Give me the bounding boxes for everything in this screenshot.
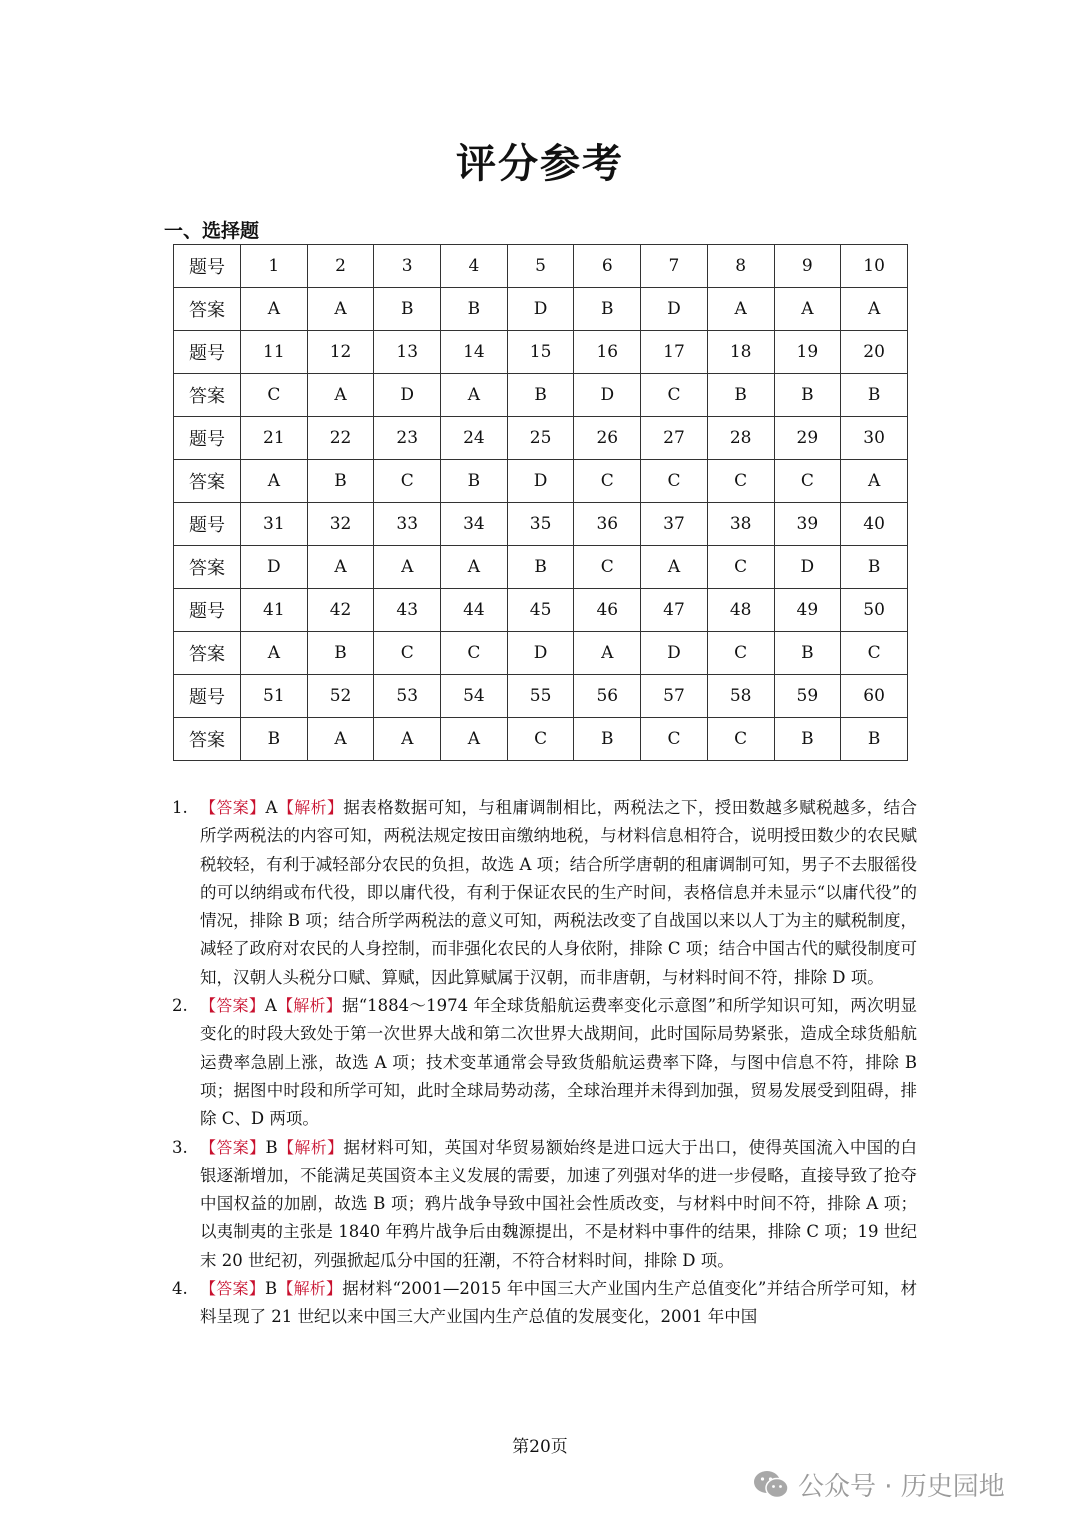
- table-cell: 4: [441, 245, 508, 288]
- table-cell: 12: [307, 331, 374, 374]
- item-number: 1.: [172, 798, 188, 817]
- table-cell: 33: [374, 503, 441, 546]
- row-label: 题号: [174, 675, 241, 718]
- table-cell: 60: [841, 675, 908, 718]
- row-label: 题号: [174, 417, 241, 460]
- row-label: 答案: [174, 718, 241, 761]
- table-cell: A: [374, 546, 441, 589]
- table-cell: B: [507, 546, 574, 589]
- table-cell: 52: [307, 675, 374, 718]
- table-cell: 8: [707, 245, 774, 288]
- table-cell: B: [707, 374, 774, 417]
- table-row: [174, 632, 908, 675]
- table-cell: C: [441, 632, 508, 675]
- table-cell: A: [307, 718, 374, 761]
- table-cell: C: [241, 374, 308, 417]
- table-cell: 19: [774, 331, 841, 374]
- table-cell: 56: [574, 675, 641, 718]
- table-cell: 58: [707, 675, 774, 718]
- row-label: 答案: [174, 546, 241, 589]
- explanation-item: [172, 992, 917, 1133]
- table-cell: B: [374, 288, 441, 331]
- table-cell: 5: [507, 245, 574, 288]
- table-cell: A: [307, 288, 374, 331]
- table-cell: 54: [441, 675, 508, 718]
- table-cell: 23: [374, 417, 441, 460]
- table-cell: B: [774, 632, 841, 675]
- table-row: [174, 245, 908, 288]
- table-cell: D: [641, 288, 708, 331]
- table-cell: C: [507, 718, 574, 761]
- table-row: [174, 503, 908, 546]
- table-cell: C: [641, 460, 708, 503]
- row-label: 答案: [174, 288, 241, 331]
- explanation-text: 据材料可知，英国对华贸易额始终是进口远大于出口，使得英国流入中国的白银逐渐增加，不能满足英国资本主义发展的需要，加速了列强对华的进一步侵略，直接导致了抢夺中国权益的加剧，故选 B 项；鸦片战争导致中国社会性质改变，与材料中时间不符，排除 A 项；以夷制夷的主张是 1840 年鸦片战争后由魏源提出，不是材料中事件的结果，排除 C 项；19 世纪末 20 世纪初，列强掀起瓜分中国的狂潮，不符合材料时间，排除 D 项。: [200, 1137, 917, 1270]
- table-cell: A: [241, 632, 308, 675]
- answer-tag: 【答案】: [200, 1279, 265, 1299]
- table-cell: 32: [307, 503, 374, 546]
- item-number: 3.: [172, 1137, 188, 1157]
- explanation-item: [172, 1275, 917, 1332]
- table-cell: 37: [641, 503, 708, 546]
- analysis-tag: 【解析】: [277, 1137, 344, 1157]
- row-label: 题号: [174, 589, 241, 632]
- table-cell: 21: [241, 417, 308, 460]
- table-cell: B: [774, 374, 841, 417]
- answer-table: [173, 244, 908, 761]
- explanation-text: 据材料“2001—2015 年中国三大产业国内生产总值变化”并结合所学可知，材料呈现了 21 世纪以来中国三大产业国内生产总值的发展变化，2001 年中国: [200, 1279, 917, 1327]
- answer-letter: A: [264, 996, 277, 1016]
- table-cell: 43: [374, 589, 441, 632]
- table-cell: A: [707, 288, 774, 331]
- table-row: [174, 374, 908, 417]
- table-cell: 29: [774, 417, 841, 460]
- table-cell: C: [641, 718, 708, 761]
- table-cell: 47: [641, 589, 708, 632]
- table-cell: 26: [574, 417, 641, 460]
- table-cell: A: [441, 718, 508, 761]
- table-cell: 51: [241, 675, 308, 718]
- answer-tag: 【答案】: [200, 798, 266, 817]
- page-number: 第20页: [512, 1437, 568, 1457]
- row-label: 题号: [174, 503, 241, 546]
- table-cell: 40: [841, 503, 908, 546]
- table-cell: 39: [774, 503, 841, 546]
- item-number: 2.: [172, 996, 188, 1016]
- table-cell: C: [374, 632, 441, 675]
- table-cell: B: [441, 288, 508, 331]
- explanation-text: 据“1884～1974 年全球货船航运费率变化示意图”和所学知识可知，两次明显变化的时段大致处于第一次世界大战和第二次世界大战期间，此时国际局势紧张，造成全球货船航运费率急剧上涨，故选 A 项；技术变革通常会导致货船航运费率下降，与图中信息不符，排除 B 项；据图中时段和所学可知，此时全球局势动荡，全球治理并未得到加强，贸易发展受到阻碍，排除 C、D 两项。: [200, 996, 917, 1129]
- explanation-text: 据表格数据可知，与租庸调制相比，两税法之下，授田数越多赋税越多，结合所学两税法的内容可知，两税法规定按田亩缴纳地税，与材料信息相符合，说明授田数少的农民赋税较轻，有利于减轻部分农民的负担，故选 A 项；结合所学唐朝的租庸调制可知，男子不去服徭役的可以纳绢或布代役，即以庸代役，有利于保证农民的生产时间，表格信息并未显示“以庸代役”的情况，排除 B 项；结合所学两税法的意义可知，两税法改变了自战国以来以人丁为主的赋税制度，减轻了政府对农民的人身控制，而非强化农民的人身依附，排除 C 项；结合中国古代的赋役制度可知，汉朝人头税分口赋、算赋，因此算赋属于汉朝，而非唐朝，与材料时间不符，排除 D 项。: [200, 798, 917, 987]
- table-cell: C: [774, 460, 841, 503]
- table-cell: 17: [641, 331, 708, 374]
- table-cell: 53: [374, 675, 441, 718]
- table-cell: A: [841, 460, 908, 503]
- table-row: [174, 417, 908, 460]
- table-cell: C: [707, 718, 774, 761]
- table-cell: B: [307, 460, 374, 503]
- table-cell: C: [574, 460, 641, 503]
- table-cell: 18: [707, 331, 774, 374]
- table-cell: A: [307, 374, 374, 417]
- table-cell: D: [507, 460, 574, 503]
- table-cell: A: [574, 632, 641, 675]
- section-heading: 一、选择题: [164, 220, 260, 242]
- table-cell: 57: [641, 675, 708, 718]
- table-cell: 46: [574, 589, 641, 632]
- table-cell: 55: [507, 675, 574, 718]
- watermark-text: 公众号 · 历史园地: [798, 1472, 1005, 1502]
- table-row: [174, 675, 908, 718]
- table-cell: A: [841, 288, 908, 331]
- table-cell: 34: [441, 503, 508, 546]
- table-cell: 36: [574, 503, 641, 546]
- table-cell: 7: [641, 245, 708, 288]
- table-cell: 1: [241, 245, 308, 288]
- explanations: [172, 794, 917, 1332]
- answer-tag: 【答案】: [200, 1137, 266, 1157]
- table-row: [174, 331, 908, 374]
- table-cell: 48: [707, 589, 774, 632]
- answer-letter: A: [265, 798, 278, 817]
- table-cell: 22: [307, 417, 374, 460]
- explanation-item: [172, 794, 917, 992]
- table-cell: 41: [241, 589, 308, 632]
- row-label: 答案: [174, 460, 241, 503]
- table-cell: 27: [641, 417, 708, 460]
- row-label: 答案: [174, 374, 241, 417]
- page-title: 评分参考: [456, 141, 624, 187]
- answer-letter: B: [264, 1279, 278, 1299]
- table-cell: 31: [241, 503, 308, 546]
- table-cell: 13: [374, 331, 441, 374]
- table-cell: 35: [507, 503, 574, 546]
- table-cell: 38: [707, 503, 774, 546]
- table-cell: 16: [574, 331, 641, 374]
- wechat-icon: [752, 1469, 790, 1501]
- table-cell: B: [841, 374, 908, 417]
- table-cell: D: [641, 632, 708, 675]
- table-cell: 59: [774, 675, 841, 718]
- table-cell: A: [374, 718, 441, 761]
- table-cell: 11: [241, 331, 308, 374]
- table-cell: D: [374, 374, 441, 417]
- item-number: 4.: [172, 1279, 188, 1299]
- table-row: [174, 460, 908, 503]
- analysis-tag: 【解析】: [277, 798, 344, 817]
- table-cell: C: [841, 632, 908, 675]
- table-cell: B: [841, 546, 908, 589]
- table-cell: B: [574, 288, 641, 331]
- row-label: 题号: [174, 245, 241, 288]
- table-cell: 45: [507, 589, 574, 632]
- table-cell: D: [574, 374, 641, 417]
- table-row: [174, 288, 908, 331]
- table-cell: 50: [841, 589, 908, 632]
- analysis-tag: 【解析】: [277, 1279, 343, 1299]
- table-cell: A: [241, 460, 308, 503]
- table-cell: D: [241, 546, 308, 589]
- table-cell: C: [574, 546, 641, 589]
- table-cell: A: [441, 374, 508, 417]
- table-cell: D: [774, 546, 841, 589]
- table-cell: 28: [707, 417, 774, 460]
- table-cell: C: [707, 546, 774, 589]
- table-cell: 44: [441, 589, 508, 632]
- table-cell: A: [641, 546, 708, 589]
- table-cell: 9: [774, 245, 841, 288]
- table-row: [174, 546, 908, 589]
- table-cell: B: [241, 718, 308, 761]
- explanation-item: [172, 1134, 917, 1275]
- table-cell: B: [441, 460, 508, 503]
- table-cell: B: [574, 718, 641, 761]
- table-cell: 2: [307, 245, 374, 288]
- table-cell: D: [507, 632, 574, 675]
- table-row: [174, 718, 908, 761]
- answer-letter: B: [265, 1137, 278, 1157]
- table-cell: B: [507, 374, 574, 417]
- analysis-tag: 【解析】: [276, 996, 342, 1016]
- row-label: 答案: [174, 632, 241, 675]
- table-cell: 25: [507, 417, 574, 460]
- table-cell: C: [707, 632, 774, 675]
- table-cell: D: [507, 288, 574, 331]
- table-cell: 24: [441, 417, 508, 460]
- table-cell: 42: [307, 589, 374, 632]
- table-cell: 6: [574, 245, 641, 288]
- table-cell: 14: [441, 331, 508, 374]
- table-cell: A: [774, 288, 841, 331]
- table-cell: C: [707, 460, 774, 503]
- table-cell: B: [841, 718, 908, 761]
- table-cell: B: [307, 632, 374, 675]
- table-cell: A: [241, 288, 308, 331]
- table-cell: 10: [841, 245, 908, 288]
- table-cell: C: [641, 374, 708, 417]
- table-cell: 15: [507, 331, 574, 374]
- table-cell: 20: [841, 331, 908, 374]
- table-cell: C: [374, 460, 441, 503]
- table-cell: 49: [774, 589, 841, 632]
- table-cell: B: [774, 718, 841, 761]
- table-cell: 3: [374, 245, 441, 288]
- table-cell: 30: [841, 417, 908, 460]
- table-cell: A: [441, 546, 508, 589]
- answer-tag: 【答案】: [200, 996, 265, 1016]
- table-row: [174, 589, 908, 632]
- table-cell: A: [307, 546, 374, 589]
- watermark: [752, 1466, 1005, 1503]
- row-label: 题号: [174, 331, 241, 374]
